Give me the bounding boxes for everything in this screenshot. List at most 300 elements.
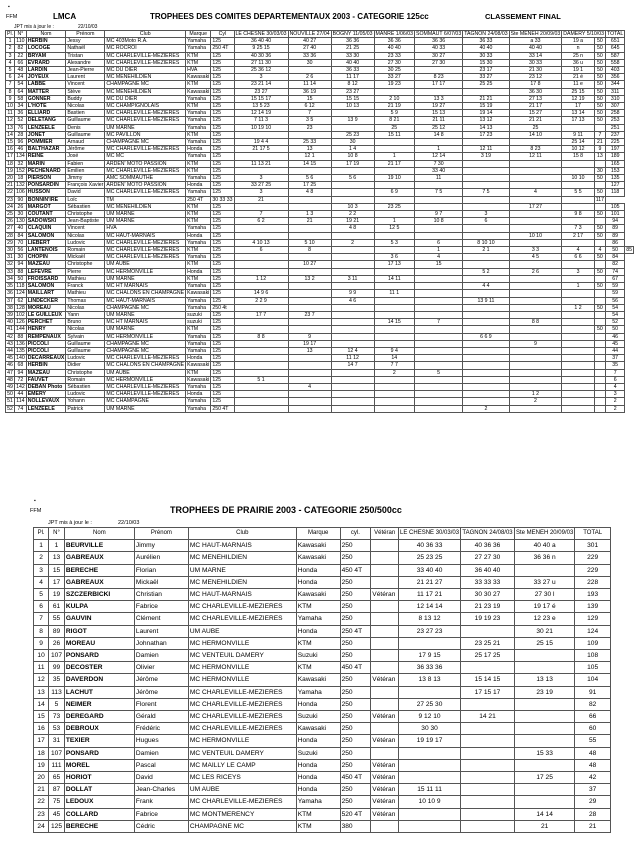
table-cell: 125 — [211, 52, 234, 59]
table-cell: MC CHARLEVILLE-MEZIERES — [105, 383, 186, 390]
table-cell: 4 8 — [288, 189, 331, 196]
table-cell: LIEBERT — [26, 239, 66, 246]
table-cell: 124 — [16, 290, 25, 297]
table-cell: 27 13 — [509, 95, 562, 102]
table-cell — [594, 290, 605, 297]
table-cell: HERBIN — [26, 38, 66, 45]
table-cell — [594, 405, 605, 412]
table-cell — [562, 297, 594, 304]
table-cell: 2 10 — [374, 95, 414, 102]
table-cell: 2 — [606, 405, 625, 412]
table-cell: 19 17 é — [514, 601, 574, 613]
table-cell: Laurent — [134, 625, 188, 637]
table-cell: MOREAU — [64, 637, 134, 649]
table-cell — [234, 383, 288, 390]
table-cell: 27 25 30 — [399, 698, 461, 710]
table-cell: GAUVIN — [64, 613, 134, 625]
table-cell: 25 n — [562, 52, 594, 59]
table-cell: 14 9 6 — [234, 290, 288, 297]
table-cell — [509, 290, 562, 297]
table-cell: 13 3 — [415, 95, 463, 102]
table-cell: 165 — [606, 160, 625, 167]
table-cell: Yamaha — [186, 347, 211, 354]
table-cell: Didier — [66, 362, 105, 369]
table-cell — [415, 275, 463, 282]
table-cell: 5 5 — [562, 189, 594, 196]
table-cell — [562, 362, 594, 369]
table-cell — [509, 383, 562, 390]
table-cell: 17 17 — [415, 81, 463, 88]
table-cell — [288, 326, 331, 333]
table-cell: Yamaha — [186, 175, 211, 182]
table-cell: 15 — [415, 261, 463, 268]
table-cell: Guillaume — [66, 340, 105, 347]
table-cell: 50 — [594, 211, 605, 218]
table-cell — [562, 196, 594, 203]
table-cell: 40 40 — [463, 45, 509, 52]
table-cell: Kawasaki — [296, 723, 340, 735]
table-cell: 50 — [594, 95, 605, 102]
table-cell: 19 27 — [415, 103, 463, 110]
table-cell — [399, 637, 461, 649]
table-cell — [562, 124, 594, 131]
table-cell: 50 — [594, 232, 605, 239]
table-row — [34, 564, 611, 576]
table-cell: ARDEN' MOTO PASSION — [105, 182, 186, 189]
table-row — [6, 297, 634, 304]
table-cell: 33 30 — [331, 52, 374, 59]
table-cell: KTM — [186, 131, 211, 138]
table-cell — [562, 218, 594, 225]
table-cell — [509, 405, 562, 412]
table-cell — [331, 319, 374, 326]
table-cell: 25 14 — [562, 139, 594, 146]
table-cell: 130 — [16, 218, 25, 225]
table-cell: CHOPIN — [26, 254, 66, 261]
table-cell: 6 — [415, 239, 463, 246]
table-row — [34, 820, 611, 832]
table-cell: 125 — [211, 167, 234, 174]
table-row — [34, 723, 611, 735]
table-cell — [288, 369, 331, 376]
table-cell: 17 7 — [234, 311, 288, 318]
table-cell: 50 — [7, 391, 13, 398]
table-cell — [415, 391, 463, 398]
table-cell: 50 — [594, 254, 605, 261]
table-cell: Mathieu — [66, 275, 105, 282]
column-header: DAMERY 5/10/03 — [563, 30, 605, 37]
table-cell: Jean-Baptiste — [66, 218, 105, 225]
table-cell: Yamaha — [186, 139, 211, 146]
table-cell: 651 — [606, 38, 625, 45]
table-cell: 587 — [606, 52, 625, 59]
table-cell — [562, 333, 594, 340]
table-cell: Jimmy — [134, 540, 188, 552]
table-cell: 42 — [7, 333, 13, 340]
table-cell: MC HAUT-MARNAIS — [105, 232, 186, 239]
table-cell: 251 — [606, 124, 625, 131]
table-cell — [371, 613, 399, 625]
table-cell: 125 — [211, 117, 234, 124]
table-row — [34, 552, 611, 564]
table-cell: Yamaha — [186, 95, 211, 102]
table-cell: 197 — [606, 146, 625, 153]
table-cell: 75 — [49, 796, 65, 808]
table-cell — [234, 362, 288, 369]
table-row — [6, 275, 634, 282]
table-cell: 4 — [415, 254, 463, 261]
table-cell: 23 27 23 — [399, 625, 461, 637]
table-cell: Nicolas — [66, 326, 105, 333]
table-cell: 125 — [211, 182, 234, 189]
table-cell: 21 17 — [374, 160, 414, 167]
table-cell: 258 — [606, 110, 625, 117]
table-cell — [331, 405, 374, 412]
table-cell: 17 8 — [509, 81, 562, 88]
table-cell: CHAMPAGNE MC — [105, 81, 186, 88]
table-cell: 59 — [606, 290, 625, 297]
table-cell: 128 — [16, 304, 25, 311]
table-cell: 89 — [606, 225, 625, 232]
table-cell: 40 40 — [331, 59, 374, 66]
table-cell: 125 — [211, 391, 234, 398]
table-cell: 8 — [288, 247, 331, 254]
table-cell: Nicolas — [66, 232, 105, 239]
table-cell: 15 11 — [374, 131, 414, 138]
table-cell — [594, 383, 605, 390]
table-cell: 6 9 — [374, 189, 414, 196]
column-header: Ste MENEH 20/09/03 — [510, 30, 561, 37]
table-cell: MC CHARLEVILLE-MEZIERES — [105, 189, 186, 196]
table-cell: 21 — [288, 218, 331, 225]
table-cell — [331, 110, 374, 117]
table-cell: 127 — [606, 182, 625, 189]
table-cell: 5 6 — [331, 175, 374, 182]
table-cell — [514, 735, 574, 747]
table-cell — [331, 254, 374, 261]
table-cell: 3 19 — [463, 153, 509, 160]
table-row — [6, 88, 634, 95]
table-cell: 3 — [6, 52, 15, 59]
table-cell — [463, 88, 509, 95]
table-cell: MC MAILLY LE CAMP — [188, 759, 296, 771]
table-cell: 25 25 — [463, 81, 509, 88]
table-cell: FROISSARD — [26, 275, 66, 282]
table-cell: 125 — [211, 160, 234, 167]
column-header: Pl. — [7, 30, 14, 37]
table-cell: 15 — [34, 711, 49, 723]
table-cell: 50 — [606, 326, 625, 333]
table-cell: 12 14 14 — [399, 601, 461, 613]
table-cell: 11 — [415, 175, 463, 182]
table-cell: 4 — [288, 383, 331, 390]
table-cell: 250 — [340, 686, 371, 698]
table-cell: 14 15 — [374, 319, 414, 326]
table-cell: Yamaha — [186, 117, 211, 124]
table-row — [6, 146, 634, 153]
table-cell — [463, 290, 509, 297]
table-cell: 344 — [606, 81, 625, 88]
table-cell: LINDECKER — [26, 297, 66, 304]
table-cell: 12 23 e — [514, 613, 574, 625]
table-cell: 125 — [211, 239, 234, 246]
table-cell: 5 2 — [463, 268, 509, 275]
table-cell: 89 — [606, 232, 625, 239]
table-cell: Damien — [134, 650, 188, 662]
table-cell: PONSARD — [64, 747, 134, 759]
table-cell: 6 — [234, 247, 288, 254]
table-cell — [288, 232, 331, 239]
table-cell: 40 40 — [374, 45, 414, 52]
table-cell: 33 40 — [415, 167, 463, 174]
table-cell: 1 — [34, 540, 49, 552]
table-cell: 56 — [15, 247, 27, 254]
table-cell: 9 — [594, 146, 605, 153]
table-cell — [509, 355, 562, 362]
table-cell: 136 — [16, 340, 25, 347]
table-cell: 30 33 — [509, 59, 562, 66]
table-cell — [562, 261, 594, 268]
table-cell: MC CHARLEVILLE-MEZIERES — [188, 613, 296, 625]
table-cell: Vétéran — [371, 674, 399, 686]
table-cell — [331, 124, 374, 131]
table-cell: 50 — [594, 88, 605, 95]
table-cell: 50 — [594, 103, 605, 110]
table-cell: 62 — [15, 297, 27, 304]
table-cell: 74 — [606, 268, 625, 275]
table-cell: 31 — [7, 254, 13, 261]
table-cell: 7 7 — [374, 362, 414, 369]
table-cell: 19 — [7, 167, 13, 174]
table-cell — [234, 355, 288, 362]
table-cell — [374, 167, 414, 174]
table-row — [6, 319, 634, 326]
table-cell: Nicolas — [66, 304, 105, 311]
table-cell: MC VENTEUIL DAMERY — [188, 650, 296, 662]
table-cell: 15 15 17 — [234, 95, 288, 102]
table-cell: 82 — [606, 261, 625, 268]
table-cell: HENRY — [26, 326, 66, 333]
table-cell: 13 — [594, 153, 605, 160]
table-cell: 23 25 21 — [461, 637, 515, 649]
table-cell: 5 — [415, 369, 463, 376]
table-cell: 54 — [606, 311, 625, 318]
table-cell: 125 — [211, 283, 234, 290]
table-cell: Mickaël — [66, 254, 105, 261]
table-cell — [374, 297, 414, 304]
table-cell: UM MARNE — [188, 564, 296, 576]
table-row — [34, 613, 611, 625]
table-cell: 17 13 — [562, 117, 594, 124]
table-cell — [463, 304, 509, 311]
table-cell: 125 — [211, 347, 234, 354]
table-row — [6, 189, 634, 196]
table-cell: 14 — [374, 355, 414, 362]
table-cell — [463, 355, 509, 362]
table-cell: 4 — [6, 59, 15, 66]
table-cell: 10 10 9 — [399, 796, 461, 808]
table-cell: 30 — [331, 139, 374, 146]
table-cell: KTM — [296, 601, 340, 613]
table-cell: 25 — [374, 124, 414, 131]
table-cell: Vétéran — [371, 759, 399, 771]
table-cell — [288, 167, 331, 174]
table-cell: 109 — [575, 637, 611, 649]
table-cell: Vétéran — [371, 711, 399, 723]
table-cell: David — [134, 772, 188, 784]
table-cell: 450 4T — [340, 662, 371, 674]
table-cell: Buddy — [66, 95, 105, 102]
table-cell: Nicolas — [66, 103, 105, 110]
table-row — [6, 247, 634, 254]
table-cell: 36 30 — [509, 88, 562, 95]
table-cell: 17 — [49, 576, 65, 588]
table-cell — [594, 347, 605, 354]
table-cell — [371, 601, 399, 613]
table-cell — [374, 376, 414, 383]
table-cell: UM AUBE — [188, 625, 296, 637]
table-cell: 250 — [340, 674, 371, 686]
table-cell: MC HAUT-MARNAIS — [188, 589, 296, 601]
table-cell: 23 27 — [234, 88, 288, 95]
table-cell: Denis — [66, 124, 105, 131]
table-cell: 520 4T — [340, 808, 371, 820]
column-header: TOTAL — [575, 528, 611, 540]
table-cell: 76 — [15, 124, 27, 131]
table-cell — [288, 362, 331, 369]
table-cell — [234, 326, 288, 333]
table-cell — [234, 283, 288, 290]
table-cell: 13 14 — [562, 110, 594, 117]
table-cell: Vétéran — [371, 772, 399, 784]
table-cell: 140 — [16, 355, 25, 362]
table-cell — [371, 820, 399, 832]
table-cell: 253 — [606, 117, 625, 124]
table-cell: 129 — [575, 613, 611, 625]
table-cell: 558 — [606, 59, 625, 66]
table-cell: 13 2 — [288, 275, 331, 282]
table-cell — [509, 304, 562, 311]
table-cell — [463, 275, 509, 282]
table-cell: Jean-Pierre — [66, 67, 105, 74]
table-cell: 13 — [288, 146, 331, 153]
table-cell: UM MARNE — [105, 211, 186, 218]
table-cell: MC CHALONS EN CHAMPAGNE — [106, 362, 185, 369]
table-row — [34, 735, 611, 747]
table-cell: MAZEAU — [26, 261, 66, 268]
table-row — [34, 625, 611, 637]
table-cell: 21 21 — [509, 117, 562, 124]
table-cell — [594, 160, 605, 167]
table-cell: 21 — [575, 820, 611, 832]
column-header: Pl. — [34, 528, 49, 540]
table-cell: 125 — [211, 326, 234, 333]
table-cell: Mathieu — [66, 290, 105, 297]
table-row — [34, 772, 611, 784]
table-cell: 125 — [211, 369, 234, 376]
table-cell: Yamaha — [186, 38, 211, 45]
table-cell: DEBAN Photo — [26, 383, 66, 390]
table-cell: 27 30 — [415, 59, 463, 66]
table-cell: 88 — [15, 333, 27, 340]
column-header: Club — [188, 528, 296, 540]
table-cell — [288, 376, 331, 383]
table-cell: LANTENOIS — [26, 247, 66, 254]
table-cell: 3 — [234, 189, 288, 196]
table-cell: Damien — [134, 747, 188, 759]
table-cell: PONSARDIN — [26, 182, 66, 189]
table-cell — [415, 398, 463, 405]
table-cell: 25 33 — [288, 139, 331, 146]
table-cell: MC MENEHILDIEN — [188, 576, 296, 588]
table-cell — [509, 196, 562, 203]
table-cell: 30 — [15, 211, 27, 218]
table-cell: Guillaume — [66, 131, 105, 138]
table-cell: 225 — [606, 139, 625, 146]
table-cell: 14 8 — [415, 131, 463, 138]
table-cell: 36 33 36 — [399, 662, 461, 674]
table-cell: 21 25 — [331, 45, 374, 52]
table-cell: Alexandre — [66, 59, 105, 66]
table-cell: MC LES RICEYS — [188, 772, 296, 784]
table-cell: MC HERMONVILLE — [188, 674, 296, 686]
table-cell: 61 — [49, 601, 65, 613]
table-cell — [463, 383, 509, 390]
table-cell: 33 27 25 — [234, 182, 288, 189]
table-cell: 125 — [211, 383, 234, 390]
table-cell — [288, 268, 331, 275]
table-cell: 4 8 — [331, 225, 374, 232]
table-cell: 237 — [606, 131, 625, 138]
table-cell — [331, 196, 374, 203]
table-cell: 22 — [15, 52, 27, 59]
table-cell: MARGOT — [26, 203, 66, 210]
table-cell: 4 4 — [463, 283, 509, 290]
org-label-2: FFM — [30, 508, 42, 514]
table-cell: 1 4 — [331, 146, 374, 153]
table-cell: 19 1 — [562, 67, 594, 74]
table-cell: 3 3 — [509, 247, 562, 254]
table-row — [6, 110, 634, 117]
table-cell: KTM — [186, 247, 211, 254]
table-cell: 6 6 9 — [463, 333, 509, 340]
table-cell — [234, 225, 288, 232]
table-cell: 101 — [606, 211, 625, 218]
table-cell: suzuki — [186, 311, 211, 318]
table-cell: 20 — [7, 175, 13, 182]
table-cell — [461, 625, 515, 637]
table-cell: n — [562, 45, 594, 52]
table-cell: 11 — [34, 662, 49, 674]
table-cell: 25 — [509, 124, 562, 131]
table-row — [6, 103, 634, 110]
table-cell: 125 — [211, 319, 234, 326]
table-cell — [509, 297, 562, 304]
table-cell — [331, 369, 374, 376]
table-cell: 5 — [34, 589, 49, 601]
table-cell: 37 — [575, 784, 611, 796]
table-cell: 30 30 — [399, 723, 461, 735]
table-cell: 125 — [211, 67, 234, 74]
table-cell: 105 — [606, 203, 625, 210]
table-cell — [509, 347, 562, 354]
table-cell: 27 30 — [374, 59, 414, 66]
table-cell: 67 — [606, 275, 625, 282]
table-cell: LEFEVRE — [26, 268, 66, 275]
table-cell: 125 — [211, 268, 234, 275]
table-cell: 14 21 — [461, 711, 515, 723]
table-cell: 113 — [49, 686, 65, 698]
